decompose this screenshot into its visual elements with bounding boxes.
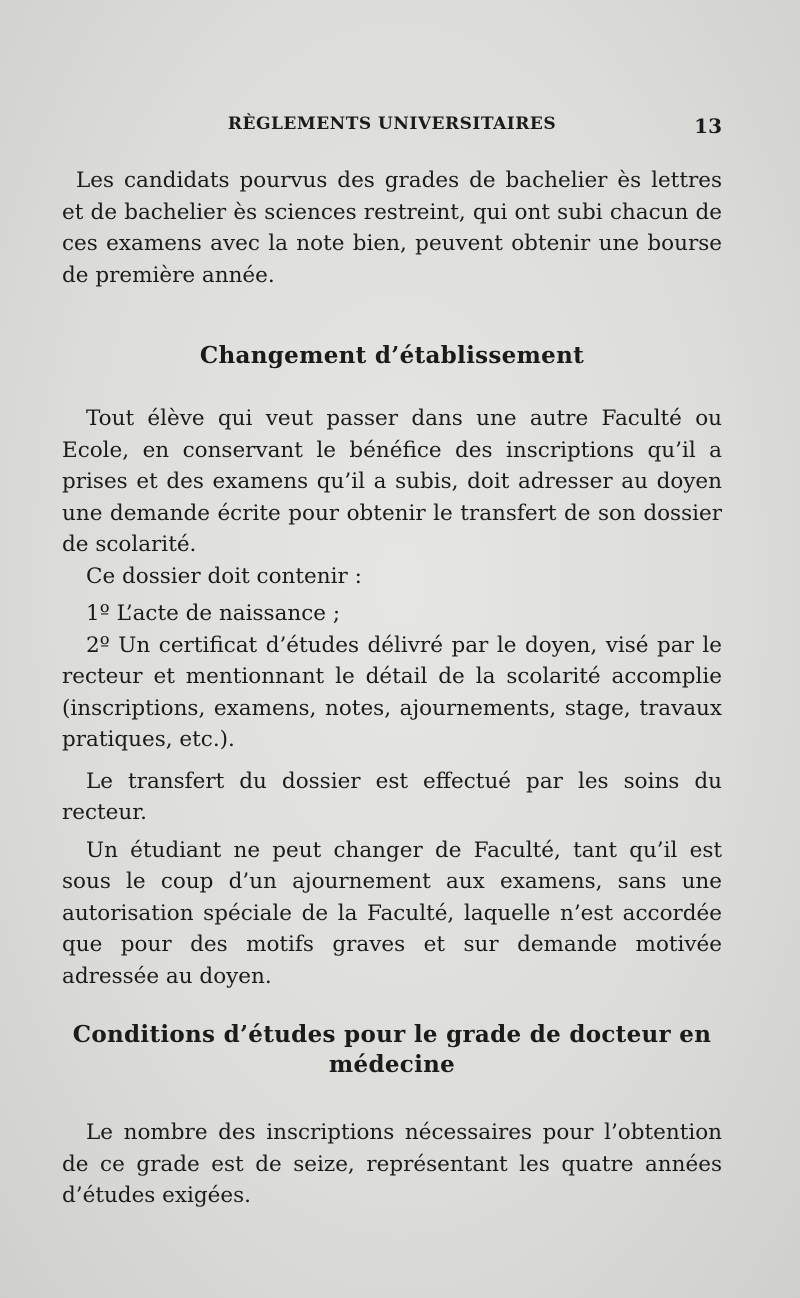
body-text-conditions [62,1117,722,1212]
paragraph-dossier-contenu: Ce dossier doit contenir : [86,563,362,589]
list-item-acte: 1º L’acte de naissance ; [86,601,341,626]
running-title: RÈGLEMENTS UNIVERSITAIRES [227,114,557,134]
body-text-changement [62,403,722,992]
body-text-top [62,165,722,291]
page-header [62,114,722,140]
paragraph-transfert-recteur: Le transfert du dossier est effectué par les soins du recteur. [62,768,722,825]
paragraph-changement-faculte: Un étudiant ne peut changer de Faculté, tant qu’il est sous le coup d’un ajournement aux examens, sans une autorisation spéciale de la Faculté, laquelle n’est accordée que pour des motifs graves et sur demande motivée adressée au doyen. [62,837,722,989]
section-heading-conditions: Conditions d’études pour le grade de docteur en médecine [72,1021,712,1078]
paragraph-bourse: Les candidats pourvus des grades de bachelier ès lettres et de bachelier ès sciences restreint, qui ont subi chacun de ces examens avec la note bien, peuvent obtenir une bourse de première année. [62,168,722,288]
list-item-certificat: 2º Un certificat d’études délivré par le doyen, visé par le recteur et mentionnant le détail de la scolarité accomplie (inscriptions, examens, notes, ajournements, stage, travaux pratiques, etc.). [62,632,722,752]
section-heading-changement: Changement d’établissement [199,342,585,369]
paragraph-inscriptions: Le nombre des inscriptions nécessaires pour l’obtention de ce grade est de seize, représentant les quatre années d’études exigées. [62,1120,722,1208]
paragraph-transfert-demande: Tout élève qui veut passer dans une autre Faculté ou Ecole, en conservant le bénéfice des inscriptions qu’il a prises et des examens qu’il a subis, doit adresser au doyen une demande écrite pour obtenir le transfert de son dossier de scolarité. [62,406,722,557]
page-number: 13 [694,114,722,138]
